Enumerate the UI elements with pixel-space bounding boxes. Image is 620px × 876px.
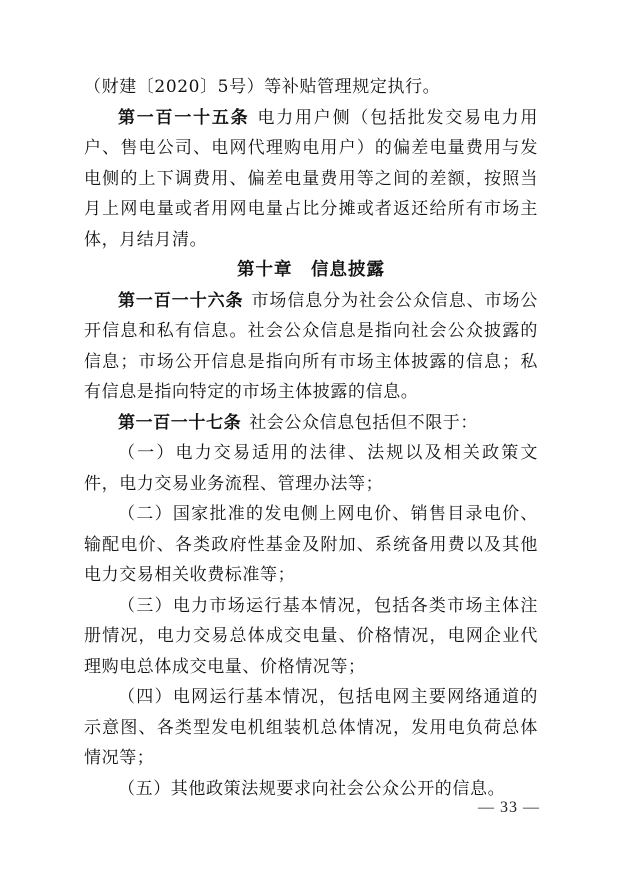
article-117: [84, 408, 538, 439]
article-117-title: 第一百一十七条: [118, 412, 242, 433]
article-115-text: 电力用户侧（包括批发交易电力用户、售电公司、电网代理购电用户）的偏差电量费用与发电侧的上下调费用、偏差电量费用等之间的差额，按照当月上网电量或者用网电量占比分摊或者返还给所有市场主体，月结月清。: [84, 107, 538, 250]
paragraph-continuation: （财建〔2020〕5号）等补贴管理规定执行。: [84, 77, 441, 97]
article-116-title: 第一百一十六条: [118, 290, 244, 311]
list-item-3: （三）电力市场运行基本情况，包括各类市场主体注册情况，电力交易总体成交电量、价格情况，电网企业代理购电总体成交电量、价格情况等；: [84, 595, 538, 677]
article-116-text: 市场信息分为社会公众信息、市场公开信息和私有信息。社会公众信息是指向社会公众披露的信息；市场公开信息是指向所有市场主体披露的信息；私有信息是指向特定的市场主体披露的信息。: [84, 290, 538, 402]
list-item-4: （四）电网运行基本情况，包括电网主要网络通道的示意图、各类型发电机组装机总体情况，发用电负荷总体情况等；: [84, 687, 538, 768]
page-body: [84, 72, 538, 804]
page-number: — 33 —: [478, 799, 540, 816]
list-item-2: （二）国家批准的发电侧上网电价、销售目录电价、输配电价、各类政府性基金及附加、系统备用费以及其他电力交易相关收费标准等；: [84, 504, 538, 585]
list-item-5: （五）其他政策法规要求向社会公众公开的信息。: [118, 778, 506, 799]
list-item-1: （一）电力交易适用的法律、法规以及相关政策文件，电力交易业务流程、管理办法等；: [84, 443, 538, 494]
article-116: [84, 286, 538, 408]
chapter-heading: 第十章 信息披露: [237, 260, 385, 280]
article-117-text: 社会公众信息包括但不限于：: [249, 412, 479, 433]
article-115: [84, 103, 538, 256]
article-115-title: 第一百一十五条: [118, 107, 250, 128]
